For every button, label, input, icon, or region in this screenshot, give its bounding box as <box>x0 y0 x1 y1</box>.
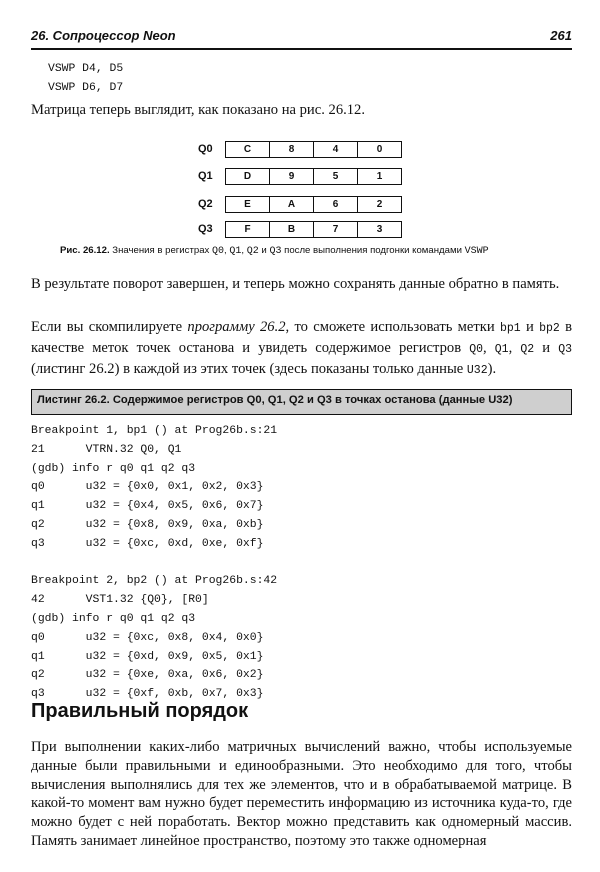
text-run: (листинг 26.2) в каждой из этих точек (здесь показаны только данные <box>31 360 467 377</box>
code-line: q1 u32 = {0xd, 0x9, 0x5, 0x1} <box>31 650 264 663</box>
text-run: и <box>520 319 540 335</box>
caption-text: Значения в регистрах <box>109 245 212 256</box>
text-run: , то сможете использовать метки <box>285 319 500 335</box>
code-line: q3 u32 = {0xc, 0xd, 0xe, 0xf} <box>31 537 264 550</box>
matrix-cell: 6 <box>314 197 358 212</box>
register-label: Q2 <box>198 198 213 210</box>
code-line: VSWP D4, D5 <box>48 63 124 75</box>
caption-text: после выполнения подгонки командами <box>281 245 465 256</box>
register-q1: Q1 <box>494 342 509 356</box>
code-line: Breakpoint 1, bp1 () at Prog26b.s:21 <box>31 425 278 437</box>
paragraph-compile <box>31 318 572 380</box>
matrix-cell: 0 <box>376 144 383 155</box>
code-line: q1 u32 = {0x4, 0x5, 0x6, 0x7} <box>31 500 264 513</box>
register-q0: Q0 <box>469 342 484 356</box>
figure-caption: Рис. 26.12. Значения в регистрах Q0, Q1, Q2 и Q3 после выполнения подгонки командами VSWP <box>60 245 489 257</box>
code-line: 21 VTRN.32 Q0, Q1 <box>31 443 182 456</box>
matrix-cell: 3 <box>376 224 383 235</box>
paragraph-rotation: В результате поворот завершен, и теперь можно сохранять данные обратно в память. <box>31 276 560 292</box>
code-line: q2 u32 = {0x8, 0x9, 0xa, 0xb} <box>31 518 264 531</box>
page-header <box>31 28 572 50</box>
code-line: 42 VST1.32 {Q0}, [R0] <box>31 594 209 607</box>
register-q2: Q2 <box>520 342 535 356</box>
listing-code-block <box>31 422 277 704</box>
label-bp1: bp1 <box>499 322 521 335</box>
caption-label: Рис. 26.12. <box>60 245 110 256</box>
listing-title: Листинг 26.2. Содержимое регистров Q0, Q1, Q2 и Q3 в точках останова (данные U32) <box>37 394 513 406</box>
chapter-title: 26. Сопроцессор Neon <box>31 28 176 43</box>
listing-title-bar <box>31 389 572 415</box>
matrix-cell: C <box>226 142 270 157</box>
caption-register: Q3 <box>269 246 282 257</box>
code-line: q3 u32 = {0xf, 0xb, 0x7, 0x3} <box>31 688 264 701</box>
code-line: (gdb) info r q0 q1 q2 q3 <box>31 462 196 475</box>
code-line: q0 u32 = {0xc, 0x8, 0x4, 0x0} <box>31 631 264 644</box>
program-reference: программу 26.2 <box>187 319 286 335</box>
code-line <box>31 554 277 573</box>
data-type-u32: U32 <box>466 363 488 377</box>
paragraph-correct-order: При выполнении каких-либо матричных вычислений важно, чтобы используемые данные были правильными и единообразными. Это необходимо для того, чтобы вычисления выполнялись для тех же элементов, что и в обрабатываемой матрице. В какой-то момент вам нужно будет переместить информацию из источника куда-то, где можно будет с ней поработать. Вектор можно представить как одномерный массив. Память занимает линейное пространство, поэтому это также одномерная <box>31 739 572 849</box>
register-q3: Q3 <box>558 342 573 356</box>
matrix-cell: 5 <box>314 169 358 184</box>
caption-register: Q0 <box>212 246 225 257</box>
matrix-cell: B <box>270 222 314 237</box>
matrix-cell: 4 <box>314 142 358 157</box>
code-line: q2 u32 = {0xe, 0xa, 0x6, 0x2} <box>31 669 264 682</box>
caption-command: VSWP <box>464 246 489 257</box>
code-line: q0 u32 = {0x0, 0x1, 0x2, 0x3} <box>31 481 264 494</box>
text-run: Если вы скомпилируете <box>31 319 188 335</box>
text-run: , <box>508 339 521 356</box>
matrix-cell: A <box>270 197 314 212</box>
caption-register: Q1 <box>229 246 242 257</box>
matrix-cell: D <box>226 169 270 184</box>
label-bp2: bp2 <box>539 322 560 335</box>
matrix-cell: 1 <box>376 171 383 182</box>
matrix-cell: F <box>226 222 270 237</box>
section-title: Правильный порядок <box>31 700 249 722</box>
caption-register: Q2 <box>246 246 259 257</box>
matrix-cell: 8 <box>270 142 314 157</box>
register-label: Q3 <box>198 223 213 235</box>
code-line: Breakpoint 2, bp2 () at Prog26b.s:42 <box>31 575 278 588</box>
matrix-cell: 7 <box>314 222 358 237</box>
matrix-cell: 9 <box>270 169 314 184</box>
text-run: и <box>534 339 559 356</box>
text-run: ). <box>487 360 497 377</box>
top-code-block <box>48 60 123 98</box>
register-label: Q0 <box>198 143 213 155</box>
matrix-cell: 2 <box>376 199 383 210</box>
code-line: (gdb) info r q0 q1 q2 q3 <box>31 612 196 625</box>
text-run: в качестве меток точек останова и увидеть содержимое регистров <box>31 319 572 356</box>
text-run: , <box>483 339 495 356</box>
code-line: VSWP D6, D7 <box>48 81 124 94</box>
matrix-cell: E <box>226 197 270 212</box>
page-number: 261 <box>550 28 572 43</box>
register-label: Q1 <box>198 170 213 182</box>
paragraph-matrix-intro: Матрица теперь выглядит, как показано на рис. 26.12. <box>31 102 366 118</box>
